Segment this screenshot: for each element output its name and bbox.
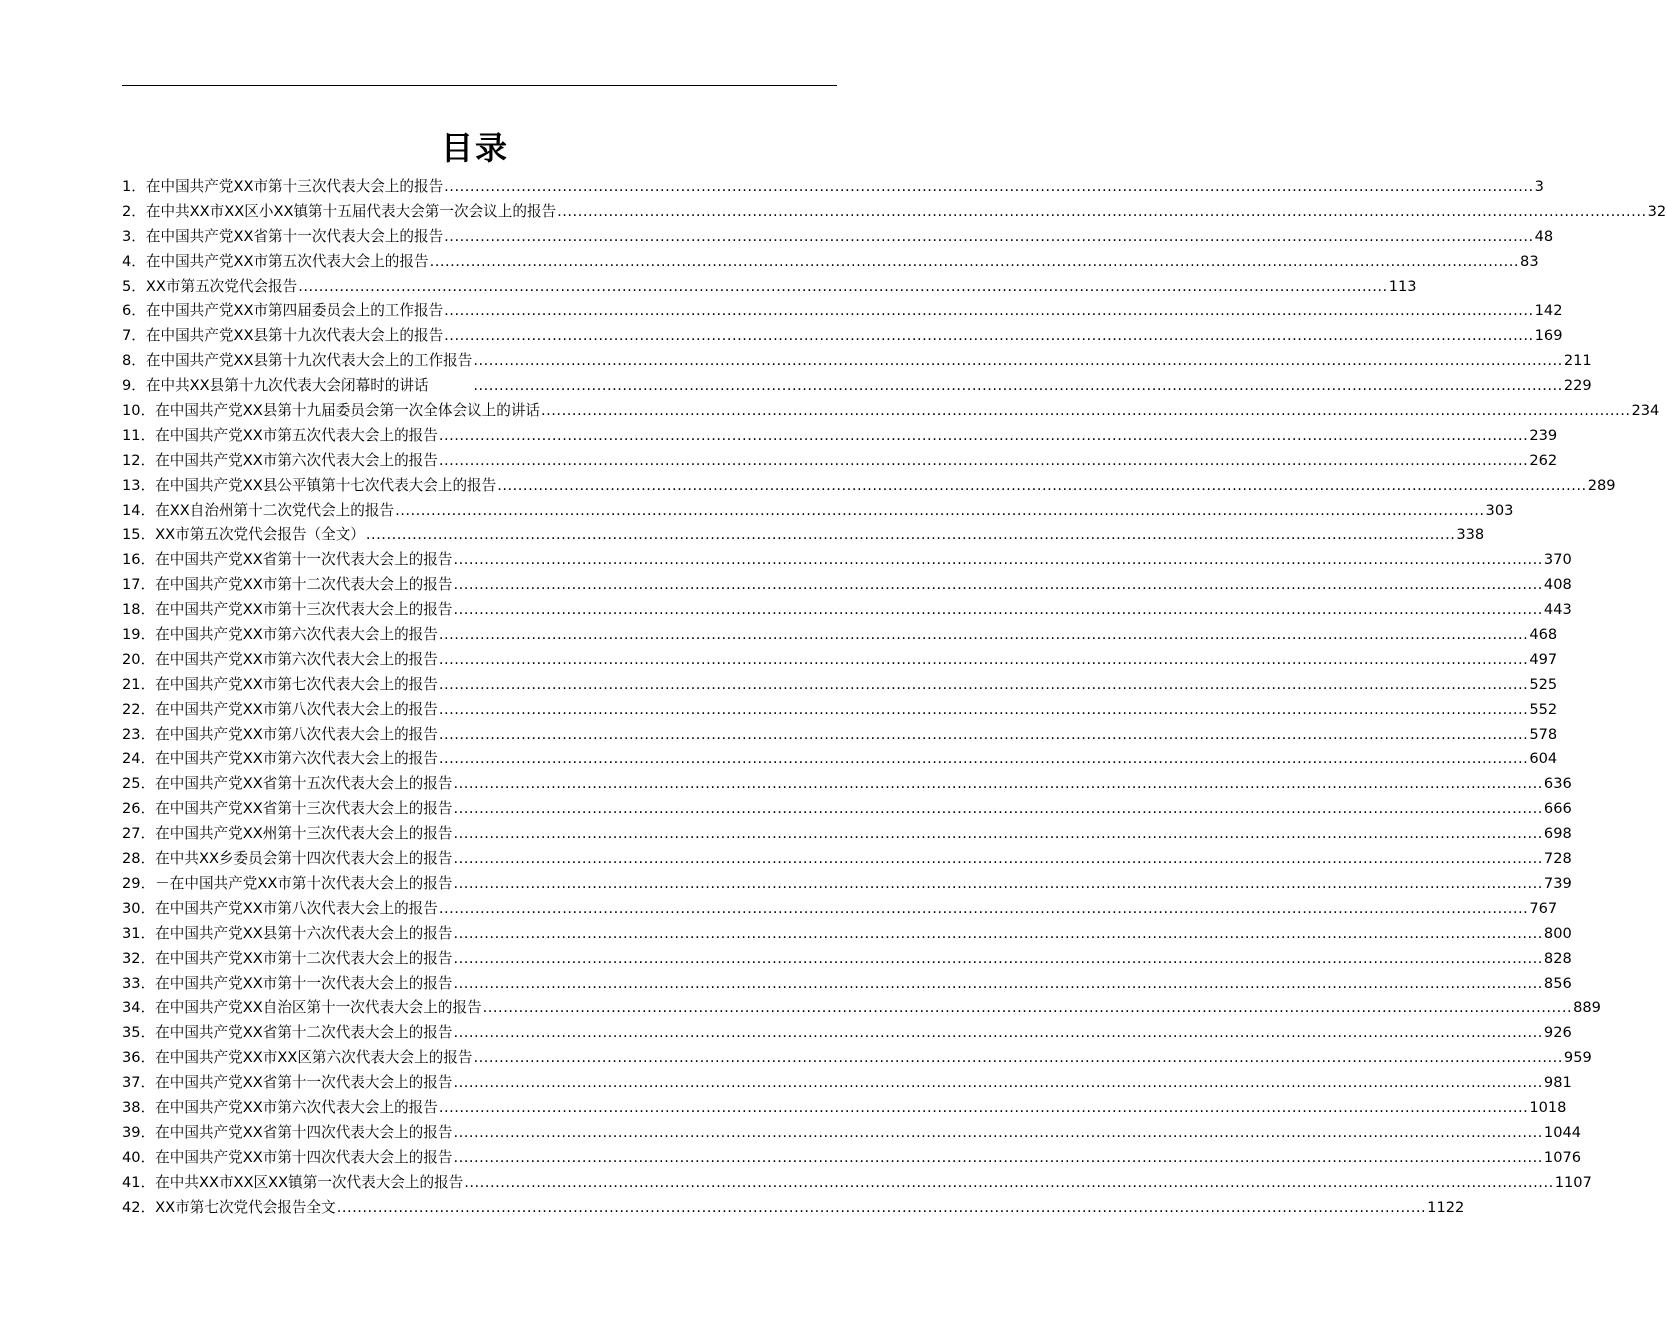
toc-entry-title: 在中国共产党XX市第六次代表大会上的报告 [155, 626, 438, 644]
toc-entry[interactable] [122, 573, 1572, 598]
toc-dot-leader [453, 1121, 1542, 1146]
toc-entry-page: 443 [1543, 601, 1572, 619]
toc-entry-number: 4． [122, 252, 146, 270]
toc-entry[interactable] [122, 747, 1558, 772]
toc-entry-number: 8． [122, 352, 146, 370]
toc-entry-title: XX市第五次党代会报告（全文） [155, 526, 365, 544]
toc-entry[interactable] [122, 723, 1558, 748]
toc-entry-number: 13． [122, 476, 156, 494]
toc-dot-leader [453, 972, 1542, 997]
toc-entry-title: 在中国共产党XX县第十九次代表大会上的报告 [145, 327, 444, 345]
toc-entry-page: 303 [1485, 501, 1514, 519]
toc-entry-number: 15． [122, 526, 156, 544]
toc-entry-number: 23． [122, 725, 156, 743]
toc-entry-page: 262 [1529, 451, 1558, 469]
toc-entry-page: 889 [1573, 999, 1601, 1017]
toc-entry-number: 20． [122, 650, 156, 668]
toc-entry-title: 在中国共产党XX县第十六次代表大会上的报告 [155, 924, 453, 942]
toc-entry-number: 28． [122, 850, 156, 868]
toc-entry[interactable] [122, 598, 1572, 623]
toc-entry-page: 32 [1647, 202, 1666, 220]
toc-entry[interactable] [122, 250, 1539, 275]
toc-entry-page: 981 [1543, 1074, 1572, 1092]
toc-dot-leader [439, 723, 1528, 748]
toc-entry-title: 在中国共产党XX省第十五次代表大会上的报告 [155, 775, 453, 793]
toc-entry[interactable] [122, 872, 1572, 897]
toc-entry-number: 33． [122, 974, 156, 992]
toc-dot-leader [439, 673, 1528, 698]
toc-entry-title: 在中国共产党XX市第十二次代表大会上的报告 [155, 576, 453, 594]
toc-dot-leader [453, 548, 1542, 573]
toc-dot-leader [337, 1196, 1426, 1221]
toc-entry[interactable] [122, 449, 1558, 474]
toc-dot-leader [439, 897, 1528, 922]
toc-entry-page: 408 [1543, 576, 1572, 594]
toc-entry[interactable] [122, 1046, 1592, 1071]
toc-entry[interactable] [122, 349, 1592, 374]
toc-dot-leader [430, 250, 1519, 275]
toc-entry-page: 234 [1631, 402, 1660, 420]
toc-dot-leader [366, 523, 1455, 548]
toc-entry[interactable] [122, 698, 1558, 723]
toc-entry-number: 10． [122, 402, 156, 420]
toc-entry-page: 370 [1543, 551, 1572, 569]
toc-entry[interactable] [122, 897, 1558, 922]
toc-entry-title: 在中国共产党XX市第十四次代表大会上的报告 [155, 1148, 453, 1166]
toc-entry[interactable] [122, 175, 1544, 200]
toc-entry-number: 38． [122, 1098, 156, 1116]
toc-dot-leader [473, 374, 1562, 399]
toc-entry-number: 5． [122, 277, 146, 295]
toc-entry-title: 在中国共产党XX市第七次代表大会上的报告 [155, 675, 438, 693]
toc-entry-page: 3 [1534, 178, 1544, 195]
toc-entry-number: 25． [122, 775, 156, 793]
toc-entry[interactable] [122, 1121, 1582, 1146]
toc-entry[interactable] [122, 1021, 1572, 1046]
toc-entry-title: 在中共XX市XX区XX镇第一次代表大会上的报告 [155, 1173, 464, 1191]
toc-dot-leader [453, 847, 1542, 872]
toc-entry-title: 在中国共产党XX省第十一次代表大会上的报告 [145, 227, 444, 245]
toc-dot-leader [395, 499, 1484, 524]
toc-dot-leader [453, 1146, 1542, 1171]
toc-entry-title: 在中国共产党XX自治区第十一次代表大会上的报告 [155, 999, 482, 1017]
toc-entry-title: 在中国共产党XX市第五次代表大会上的报告 [155, 426, 438, 444]
toc-entry-number: 24． [122, 750, 156, 768]
toc-entry[interactable] [122, 922, 1572, 947]
toc-entry-title: 在中国共产党XX市第十一次代表大会上的报告 [155, 974, 453, 992]
toc-entry-title: 在中国共产党XX市第十三次代表大会上的报告 [145, 178, 444, 195]
toc-entry-page: 578 [1529, 725, 1558, 743]
toc-entry-page: 229 [1563, 377, 1592, 395]
toc-entry[interactable] [122, 822, 1572, 847]
toc-entry-title: 在中共XX县第十九次代表大会闭幕时的讲话 [145, 377, 473, 395]
toc-entry-title: 在中国共产党XX州第十三次代表大会上的报告 [155, 825, 453, 843]
toc-dot-leader [497, 474, 1586, 499]
toc-entry-title: －在中国共产党XX市第十次代表大会上的报告 [155, 874, 453, 892]
toc-entry-number: 36． [122, 1049, 156, 1067]
toc-entry[interactable] [122, 772, 1572, 797]
toc-dot-leader [439, 747, 1528, 772]
toc-entry-title: 在中国共产党XX市第八次代表大会上的报告 [155, 700, 438, 718]
toc-entry-number: 11． [122, 426, 156, 444]
toc-entry-page: 525 [1529, 675, 1558, 693]
toc-entry[interactable] [122, 1196, 1465, 1221]
toc-entry-number: 14． [122, 501, 156, 519]
toc-entry-number: 6． [122, 302, 146, 320]
toc-dot-leader [473, 1046, 1562, 1071]
toc-entry-page: 666 [1543, 800, 1572, 818]
toc-entry-page: 728 [1543, 850, 1572, 868]
toc-entry[interactable] [122, 200, 1666, 225]
toc-dot-leader [473, 349, 1562, 374]
toc-entry-title: 在中国共产党XX市第六次代表大会上的报告 [155, 650, 438, 668]
toc-entry-number: 16． [122, 551, 156, 569]
toc-dot-leader [453, 822, 1542, 847]
toc-entry[interactable] [122, 548, 1572, 573]
toc-entry[interactable] [122, 1171, 1592, 1196]
toc-entry[interactable] [122, 648, 1558, 673]
toc-entry-title: 在中国共产党XX省第十一次代表大会上的报告 [155, 1074, 453, 1092]
toc-entry-title: 在中国共产党XX市第六次代表大会上的报告 [155, 750, 438, 768]
toc-dot-leader [439, 424, 1528, 449]
toc-entry[interactable] [122, 474, 1616, 499]
toc-entry-number: 40． [122, 1148, 156, 1166]
toc-entry-title: 在中国共产党XX市第四届委员会上的工作报告 [145, 302, 444, 320]
toc-entry-title: 在中共XX乡委员会第十四次代表大会上的报告 [155, 850, 453, 868]
toc-entry-title: 在中国共产党XX市第五次代表大会上的报告 [145, 252, 429, 270]
toc-entry-number: 21． [122, 675, 156, 693]
toc-entry-page: 1018 [1529, 1098, 1567, 1116]
toc-entry-page: 48 [1534, 227, 1554, 245]
toc-entry-number: 19． [122, 626, 156, 644]
toc-entry-title: 在中国共产党XX省第十四次代表大会上的报告 [155, 1123, 453, 1141]
toc-entry-title: 在中国共产党XX市第六次代表大会上的报告 [155, 1098, 438, 1116]
toc-entry-number: 41． [122, 1173, 156, 1191]
toc-entry-number: 17． [122, 576, 156, 594]
toc-entry-number: 26． [122, 800, 156, 818]
toc-entry-title: 在中国共产党XX市XX区第六次代表大会上的报告 [155, 1049, 473, 1067]
toc-entry-page: 636 [1543, 775, 1572, 793]
toc-dot-leader [453, 947, 1542, 972]
toc-dot-leader [453, 573, 1542, 598]
toc-dot-leader [453, 598, 1542, 623]
toc-entry-title: 在中国共产党XX市第八次代表大会上的报告 [155, 725, 438, 743]
toc-entry-number: 1． [122, 178, 146, 195]
toc-entry-title: 在中国共产党XX县公平镇第十七次代表大会上的报告 [155, 476, 497, 494]
toc-entry-title: 在中共XX市XX区小XX镇第十五届代表大会第一次会议上的报告 [145, 202, 557, 220]
toc-entry[interactable] [122, 1071, 1572, 1096]
toc-entry[interactable] [122, 623, 1558, 648]
toc-entry-number: 32． [122, 949, 156, 967]
toc-entry-title: 在中国共产党XX市第十二次代表大会上的报告 [155, 949, 453, 967]
toc-dot-leader [439, 698, 1528, 723]
page-title: 目录 [440, 129, 509, 167]
toc-entry-page: 800 [1543, 924, 1572, 942]
toc-entry-page: 739 [1543, 874, 1572, 892]
toc-dot-leader [298, 275, 1387, 300]
toc-entry-page: 142 [1534, 302, 1563, 320]
toc-dot-leader [541, 399, 1630, 424]
toc-entry-number: 12． [122, 451, 156, 469]
toc-entry-number: 31． [122, 924, 156, 942]
toc-dot-leader [444, 324, 1533, 349]
toc-entry-title: 在中国共产党XX市第六次代表大会上的报告 [155, 451, 438, 469]
toc-entry[interactable] [122, 424, 1558, 449]
toc-entry-number: 7． [122, 327, 146, 345]
toc-entry-page: 926 [1543, 1024, 1572, 1042]
toc-dot-leader [439, 449, 1528, 474]
toc-entry-number: 3． [122, 227, 146, 245]
toc-entry-page: 856 [1543, 974, 1572, 992]
toc-dot-leader [439, 1096, 1528, 1121]
toc-entry-page: 83 [1520, 252, 1539, 270]
toc-entry-number: 18． [122, 601, 156, 619]
toc-entry-page: 828 [1543, 949, 1572, 967]
toc-entry[interactable] [122, 499, 1514, 524]
toc-entry-page: 289 [1587, 476, 1616, 494]
toc-entry-title: 在中国共产党XX省第十三次代表大会上的报告 [155, 800, 453, 818]
toc-entry-number: 9． [122, 377, 146, 395]
toc-entry-number: 29． [122, 874, 156, 892]
toc-entry[interactable] [122, 847, 1572, 872]
toc-entry-number: 22． [122, 700, 156, 718]
toc-dot-leader [444, 299, 1533, 324]
toc-entry-number: 27． [122, 825, 156, 843]
toc-entry-page: 468 [1529, 626, 1558, 644]
toc-entry[interactable] [122, 523, 1485, 548]
toc-entry[interactable] [122, 275, 1417, 300]
toc-entry-title: 在中国共产党XX县第十九次代表大会上的工作报告 [145, 352, 473, 370]
toc-entry[interactable] [122, 996, 1601, 1021]
header-rule [122, 85, 837, 86]
toc-dot-leader [439, 623, 1528, 648]
toc-entry-number: 30． [122, 899, 156, 917]
toc-entry-page: 959 [1563, 1049, 1592, 1067]
toc-entry-title: 在中国共产党XX市第八次代表大会上的报告 [155, 899, 438, 917]
toc-entry[interactable] [122, 797, 1572, 822]
toc-entry[interactable] [122, 947, 1572, 972]
toc-entry[interactable] [122, 1146, 1582, 1171]
toc-dot-leader [483, 996, 1572, 1021]
toc-entry[interactable] [122, 374, 1592, 399]
toc-entry-title: 在中国共产党XX县第十九届委员会第一次全体会议上的讲话 [155, 402, 541, 420]
toc-entry[interactable] [122, 673, 1558, 698]
toc-entry[interactable] [122, 399, 1660, 424]
toc-entry-page: 604 [1529, 750, 1558, 768]
toc-entry-page: 497 [1529, 650, 1558, 668]
toc-entry-page: 169 [1534, 327, 1563, 345]
toc-entry-page: 1122 [1427, 1198, 1465, 1216]
toc-entry[interactable] [122, 1096, 1567, 1121]
toc-dot-leader [444, 225, 1533, 250]
toc-entry-number: 37． [122, 1074, 156, 1092]
toc-entry-title: XX市第七次党代会报告全文 [155, 1198, 336, 1216]
toc-dot-leader [453, 1021, 1542, 1046]
toc-entry-title: XX市第五次党代会报告 [145, 277, 298, 295]
toc-entry[interactable] [122, 324, 1563, 349]
toc-entry-page: 338 [1456, 526, 1485, 544]
toc-entry-number: 35． [122, 1024, 156, 1042]
toc-dot-leader [453, 872, 1542, 897]
toc-entry-page: 1076 [1543, 1148, 1582, 1166]
table-of-contents [122, 175, 1666, 1220]
toc-entry-page: 767 [1529, 899, 1558, 917]
toc-entry[interactable] [122, 225, 1554, 250]
toc-dot-leader [453, 772, 1542, 797]
toc-dot-leader [557, 200, 1646, 225]
toc-entry-page: 1107 [1554, 1173, 1592, 1191]
toc-dot-leader [439, 648, 1528, 673]
toc-entry-page: 211 [1563, 352, 1592, 370]
toc-entry-page: 113 [1388, 277, 1417, 295]
toc-dot-leader [464, 1171, 1553, 1196]
toc-entry-title: 在XX自治州第十二次党代会上的报告 [155, 501, 395, 519]
toc-entry[interactable] [122, 299, 1563, 324]
toc-entry-page: 552 [1529, 700, 1558, 718]
toc-entry-number: 2． [122, 202, 146, 220]
toc-entry-number: 34． [122, 999, 156, 1017]
toc-entry[interactable] [122, 972, 1572, 997]
toc-entry-page: 1044 [1543, 1123, 1582, 1141]
toc-entry-number: 39． [122, 1123, 156, 1141]
toc-dot-leader [453, 797, 1542, 822]
toc-entry-title: 在中国共产党XX省第十二次代表大会上的报告 [155, 1024, 453, 1042]
toc-dot-leader [444, 175, 1533, 200]
toc-entry-page: 239 [1529, 426, 1558, 444]
toc-entry-page: 698 [1543, 825, 1572, 843]
toc-entry-number: 42． [122, 1198, 156, 1216]
toc-dot-leader [453, 1071, 1542, 1096]
toc-dot-leader [453, 922, 1542, 947]
toc-entry-title: 在中国共产党XX市第十三次代表大会上的报告 [155, 601, 453, 619]
toc-entry-title: 在中国共产党XX省第十一次代表大会上的报告 [155, 551, 453, 569]
